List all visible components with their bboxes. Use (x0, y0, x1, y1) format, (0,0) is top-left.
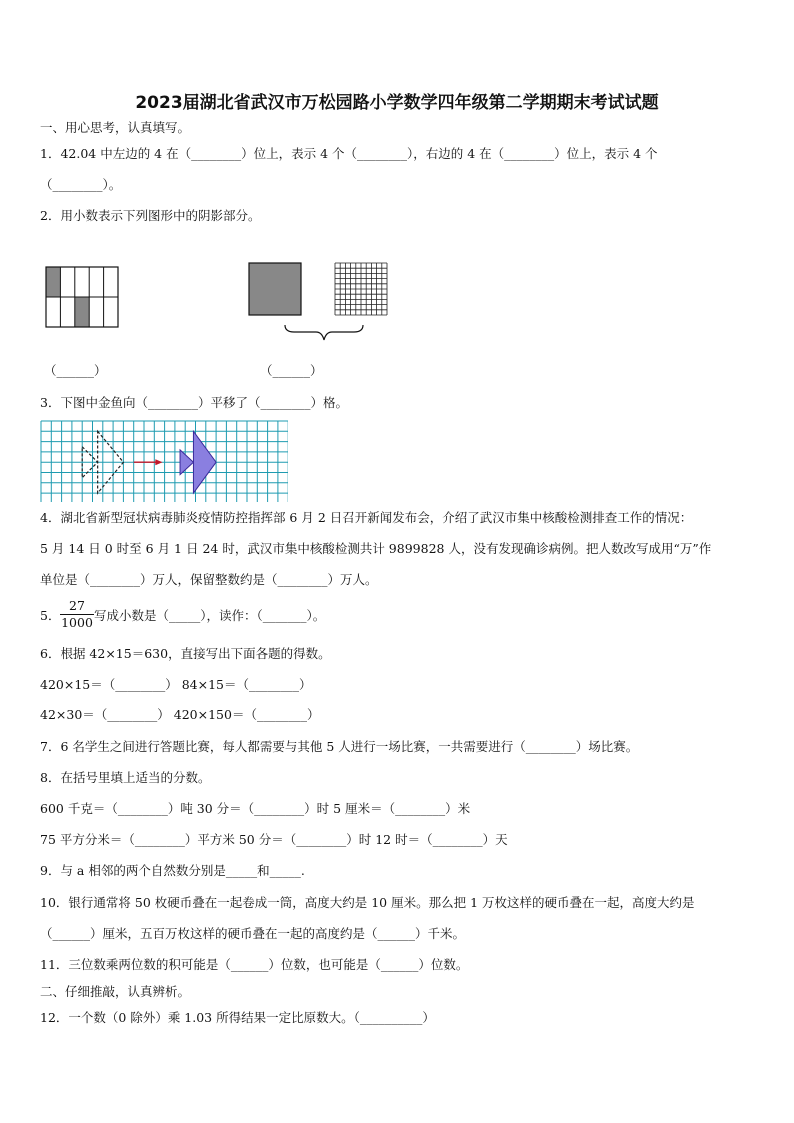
question-10-line-1: 10．银行通常将 50 枚硬币叠在一起卷成一筒，高度大约是 10 厘米。那么把 1 万枚这样的硬币叠在一起，高度大约是 (40, 895, 695, 910)
question-6-row-2: 42×30＝（________） 420×150＝（________） (40, 707, 320, 722)
page-title: 2023届湖北省武汉市万松园路小学数学四年级第二学期期末考试试题 (135, 93, 659, 113)
question-12: 12．一个数（0 除外）乘 1.03 所得结果一定比原数大。（__________） (40, 1010, 435, 1025)
question-8-row-2: 75 平方分米＝（________）平方米 50 分＝（________）时 12 时＝（________）天 (40, 832, 508, 847)
q5-fraction (60, 598, 94, 631)
q2-figure-square (248, 262, 302, 316)
q2-figure-hundred-grid (334, 262, 388, 316)
question-9: 9．与 a 相邻的两个自然数分别是_____和_____. (40, 863, 305, 878)
q2-figure-grid-1 (45, 266, 119, 328)
question-8-row-1: 600 千克＝（________）吨 30 分＝（________）时 5 厘米＝（________）米 (40, 801, 471, 816)
q5-fraction-numerator: 27 (60, 598, 94, 615)
section-heading-2: 二、仔细推敲，认真辨析。 (40, 984, 191, 999)
question-11: 11．三位数乘两位数的积可能是（______）位数，也可能是（______）位数。 (40, 957, 469, 972)
q5-fraction-denominator: 1000 (61, 615, 93, 630)
question-1-line-1: 1．42.04 中左边的 4 在（________）位上，表示 4 个（________），右边的 4 在（________）位上，表示 4 个 (40, 146, 658, 161)
question-2: 2．用小数表示下列图形中的阴影部分。 (40, 208, 261, 223)
question-5-label: 5． (40, 608, 61, 623)
q3-fish-grid (40, 420, 288, 502)
question-8: 8．在括号里填上适当的分数。 (40, 770, 211, 785)
question-6: 6．根据 42×15＝630，直接写出下面各题的得数。 (40, 646, 331, 661)
question-5-text: 写成小数是（_____），读作：（_______）。 (94, 608, 326, 623)
question-4-line-1: 4．湖北省新型冠状病毒肺炎疫情防控指挥部 6 月 2 日召开新闻发布会，介绍了武汉市集中核酸检测排查工作的情况： (40, 510, 693, 525)
question-10-line-2: （______）厘米，五百万枚这样的硬币叠在一起的高度约是（______）千米。 (40, 926, 466, 941)
question-4-line-2: 5 月 14 日 0 时至 6 月 1 日 24 时，武汉市集中核酸检测共计 9899828 人，没有发现确诊病例。把人数改写成用“万”作 (40, 541, 712, 556)
q2-answer-blank-1: （______） (44, 363, 107, 378)
q2-brace (282, 322, 366, 344)
question-4-line-3: 单位是（________）万人，保留整数约是（________）万人。 (40, 572, 378, 587)
question-7: 7．6 名学生之间进行答题比赛，每人都需要与其他 5 人进行一场比赛，一共需要进行（________）场比赛。 (40, 739, 639, 754)
question-1-line-2: （________）。 (40, 177, 122, 192)
section-heading-1: 一、用心思考，认真填写。 (40, 120, 191, 135)
question-3: 3．下图中金鱼向（________）平移了（________）格。 (40, 395, 348, 410)
question-6-row-1: 420×15＝（________） 84×15＝（________） (40, 677, 312, 692)
q2-answer-blank-2: （______） (260, 363, 323, 378)
